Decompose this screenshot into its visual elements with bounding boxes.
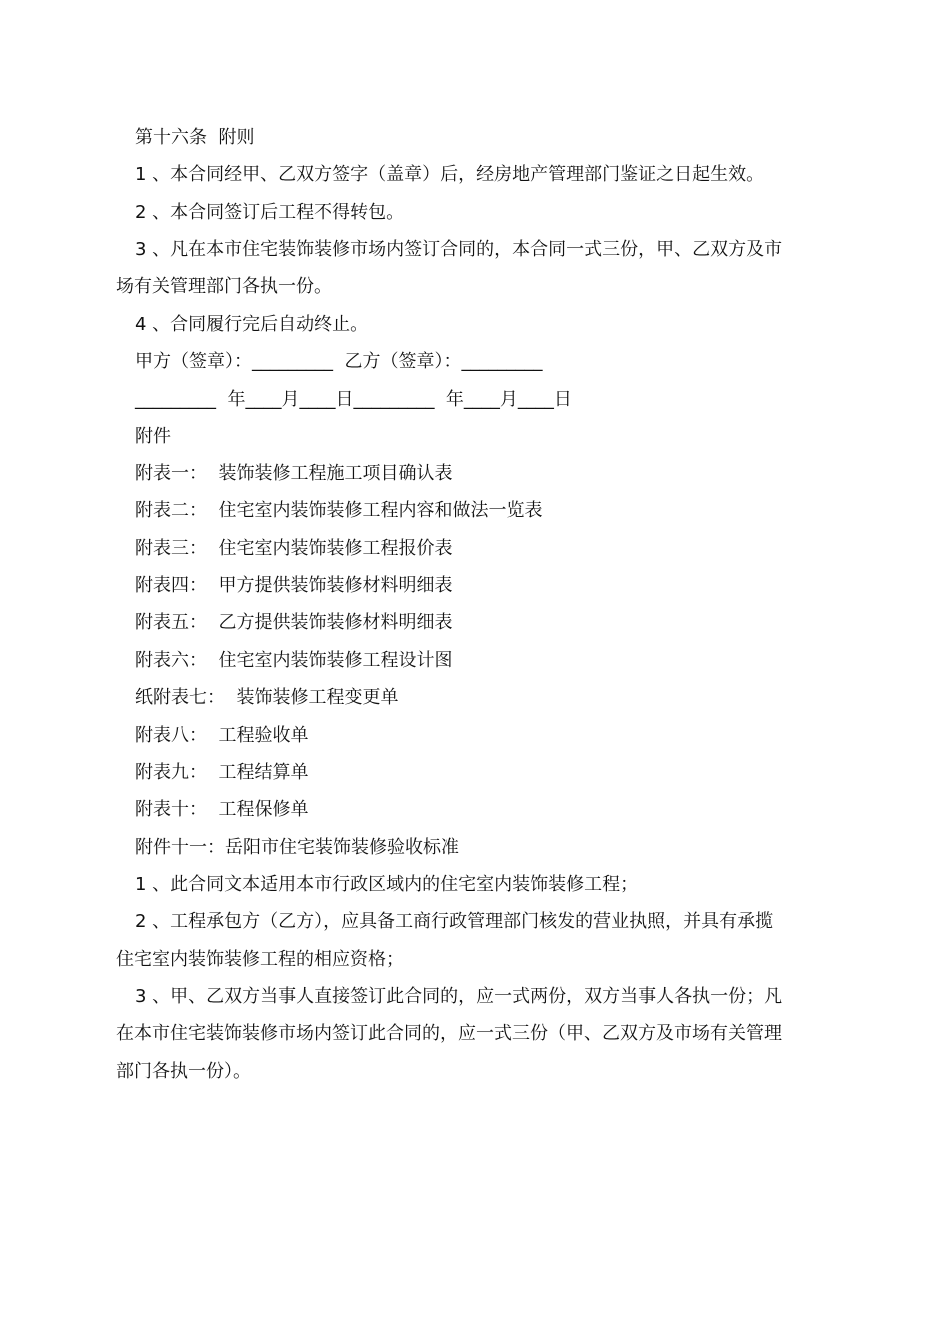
attachment-item: 附表六： 住宅室内装饰装修工程设计图 [135, 650, 453, 671]
signature-line: 甲方（签章）：_________ 乙方（签章）：_________ [135, 351, 543, 372]
clause-3: 3 、凡在本市住宅装饰装修市场内签订合同的，本合同一式三份，甲、乙双方及市 [135, 239, 783, 260]
article-heading: 第十六条 附则 [135, 127, 255, 148]
attachment-item: 附表二： 住宅室内装饰装修工程内容和做法一览表 [135, 500, 543, 521]
note-1: 1 、此合同文本适用本市行政区域内的住宅室内装饰装修工程； [135, 874, 639, 895]
clause-3-continued: 场有关管理部门各执一份。 [116, 276, 332, 297]
note-3-continued-2: 部门各执一份）。 [116, 1061, 251, 1082]
attachment-item: 附表三： 住宅室内装饰装修工程报价表 [135, 538, 453, 559]
clause-4: 4 、合同履行完后自动终止。 [135, 314, 369, 335]
attachments-heading: 附件 [135, 426, 171, 447]
attachment-item: 附表五： 乙方提供装饰装修材料明细表 [135, 612, 453, 633]
date-line: _________ 年____月____日_________ 年____月____日 [135, 389, 572, 410]
attachment-item: 附表八： 工程验收单 [135, 725, 309, 746]
attachment-item: 附表一： 装饰装修工程施工项目确认表 [135, 463, 453, 484]
attachment-item: 附件十一：岳阳市住宅装饰装修验收标准 [135, 837, 459, 858]
note-2: 2 、工程承包方（乙方），应具备工商行政管理部门核发的营业执照，并具有承揽 [135, 911, 774, 932]
note-3-continued: 在本市住宅装饰装修市场内签订此合同的，应一式三份（甲、乙双方及市场有关管理 [116, 1023, 782, 1044]
clause-1: 1 、本合同经甲、乙双方签字（盖章）后，经房地产管理部门鉴证之日起生效。 [135, 164, 765, 185]
note-2-continued: 住宅室内装饰装修工程的相应资格； [116, 949, 404, 970]
attachment-item: 纸附表七： 装饰装修工程变更单 [135, 687, 399, 708]
attachment-item: 附表十： 工程保修单 [135, 799, 309, 820]
attachment-item: 附表九： 工程结算单 [135, 762, 309, 783]
clause-2: 2 、本合同签订后工程不得转包。 [135, 202, 405, 223]
attachment-item: 附表四： 甲方提供装饰装修材料明细表 [135, 575, 453, 596]
note-3: 3 、甲、乙双方当事人直接签订此合同的，应一式两份，双方当事人各执一份；凡 [135, 986, 783, 1007]
